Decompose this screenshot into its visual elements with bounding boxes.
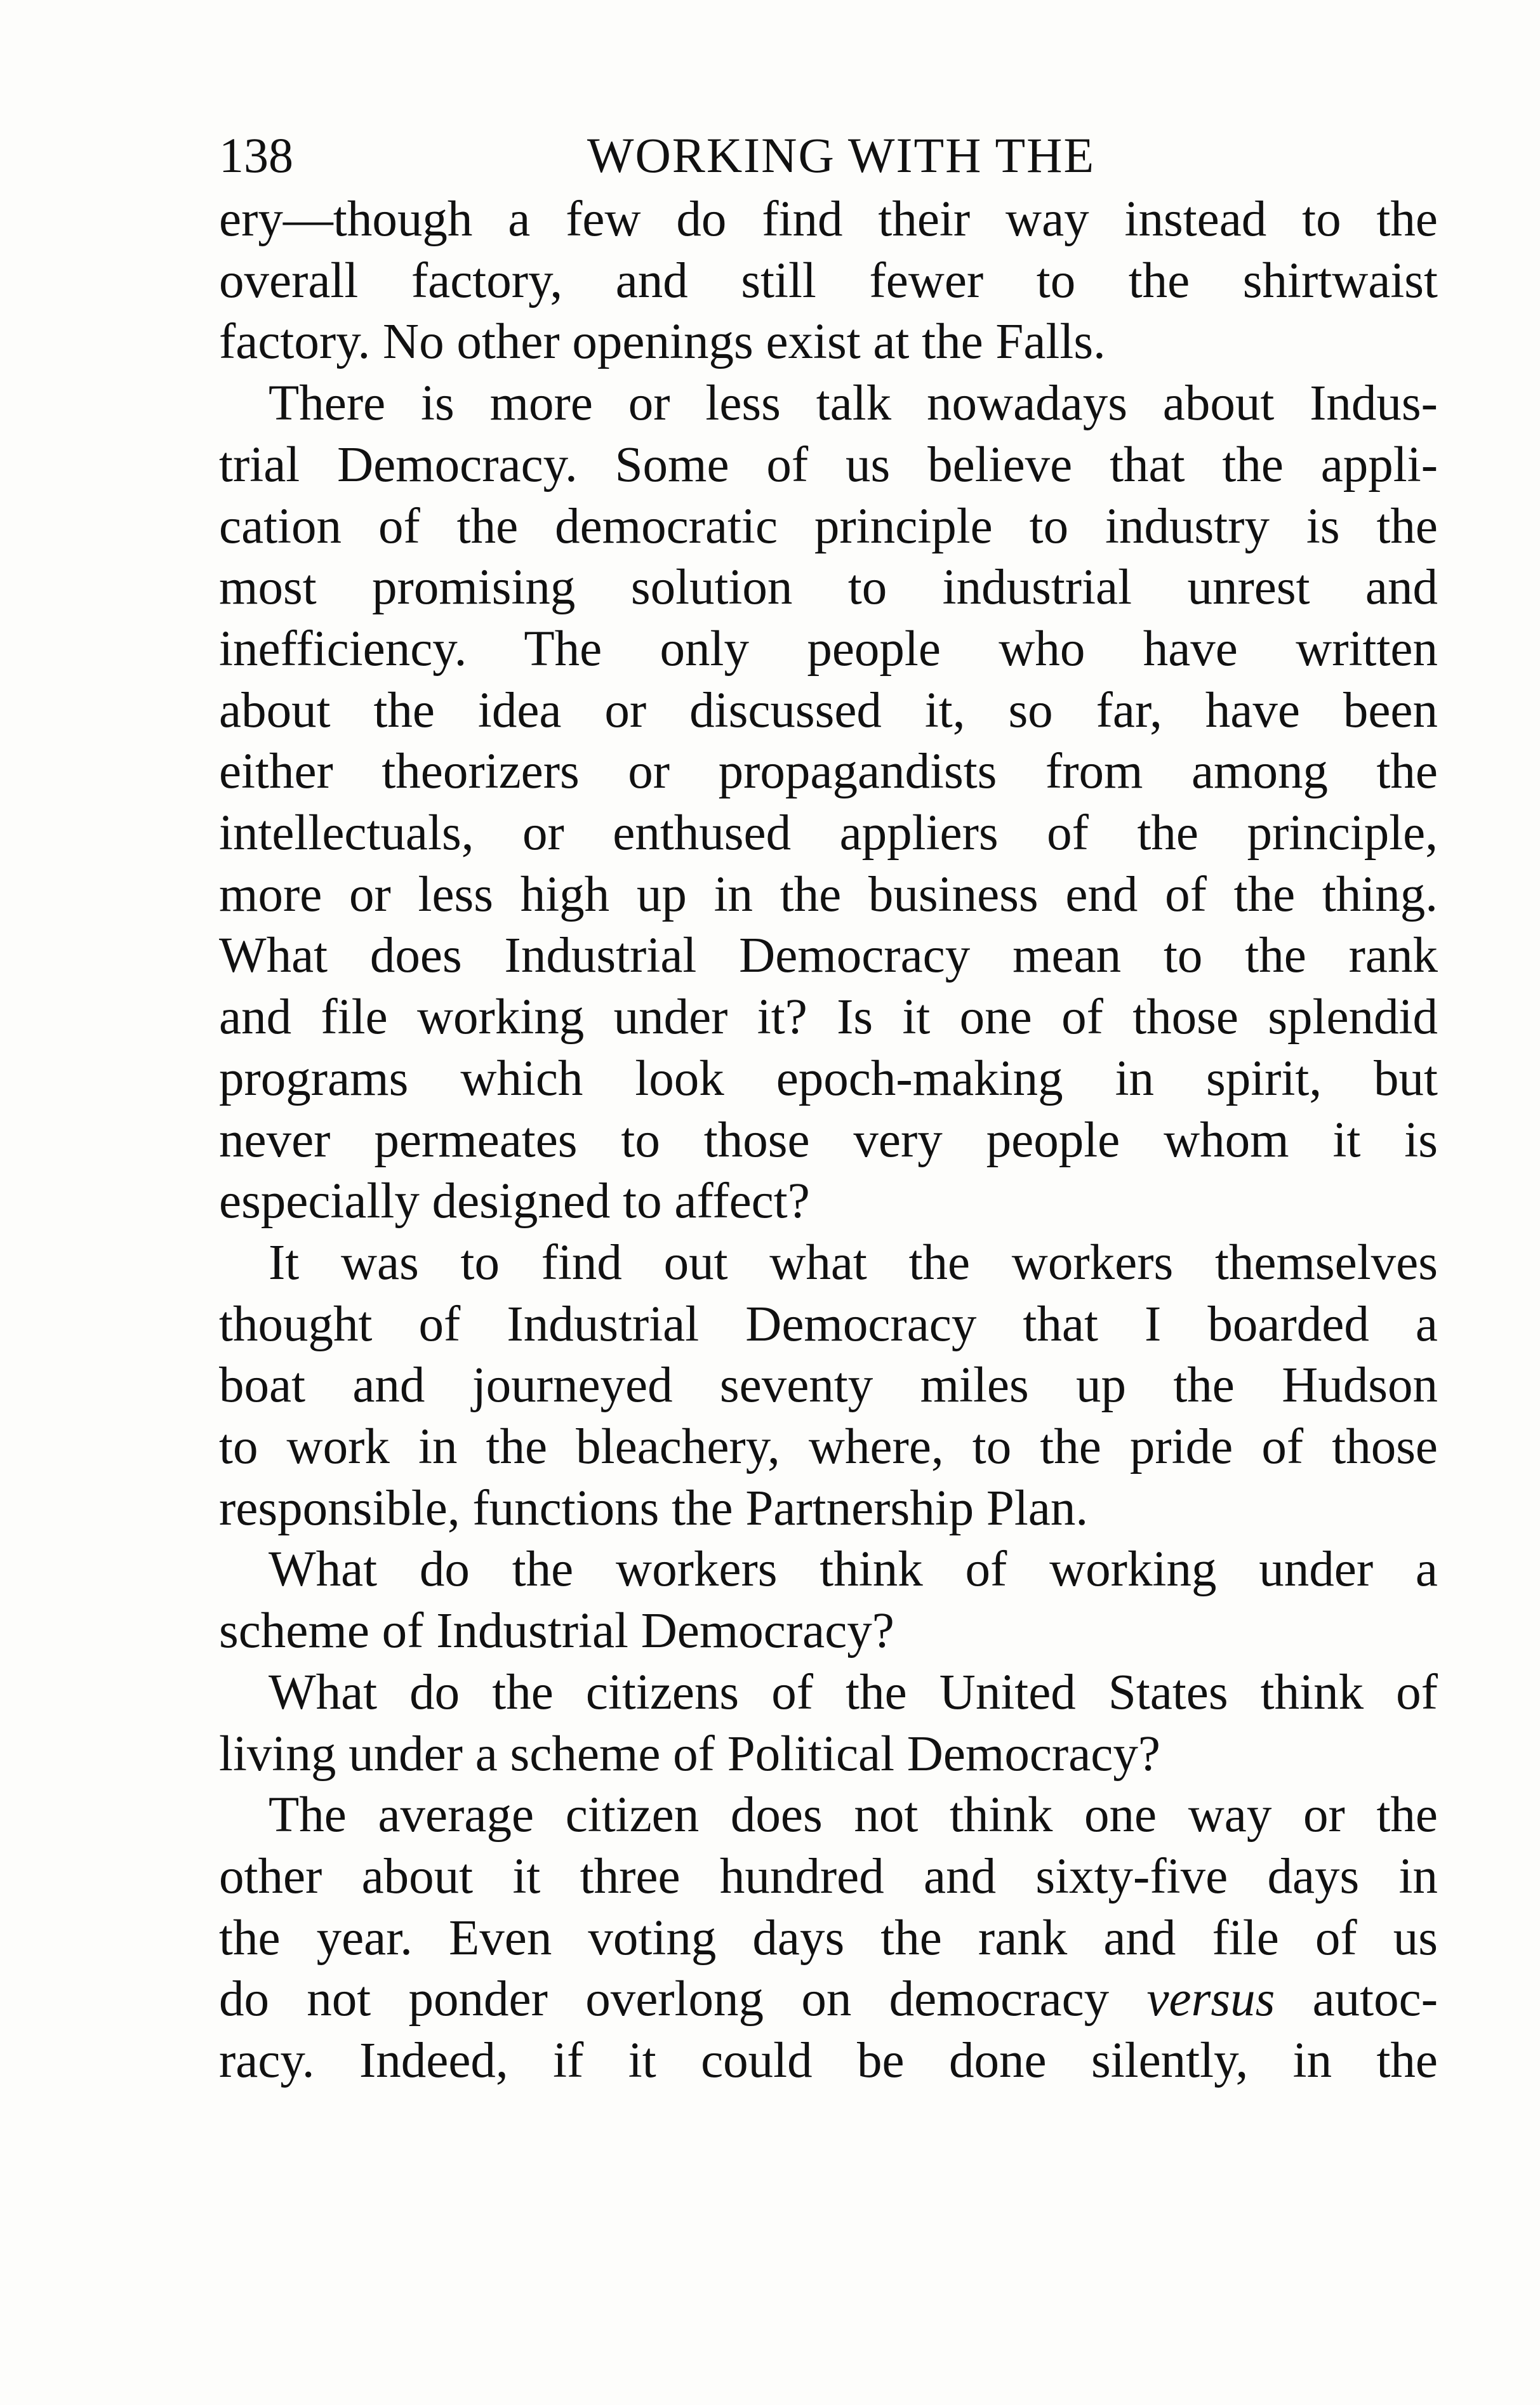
- text-line: other about it three hundred and sixty-five days in: [219, 1848, 1438, 1904]
- text-line: There is more or less talk nowadays about Indus-: [269, 376, 1438, 432]
- text-line: The average citizen does not think one way or the: [269, 1787, 1438, 1843]
- text-line: trial Democracy. Some of us believe that the appli-: [219, 437, 1438, 493]
- text-line: What do the workers think of working under a: [269, 1542, 1438, 1598]
- text-line: to work in the bleachery, where, to the pride of those: [219, 1419, 1438, 1475]
- italic-word: versus: [1146, 1971, 1275, 2027]
- text-line: overall factory, and still fewer to the shirtwaist: [219, 253, 1438, 308]
- page-number: 138: [219, 128, 293, 183]
- text-line: racy. Indeed, if it could be done silently, in the: [219, 2033, 1438, 2089]
- text-line: inefficiency. The only people who have written: [219, 621, 1438, 677]
- text-line: programs which look epoch-making in spirit, but: [219, 1050, 1438, 1106]
- text-line: most promising solution to industrial unrest and: [219, 560, 1438, 616]
- text-line: do not ponder overlong on democracy versus autoc-: [219, 1971, 1438, 2027]
- text-line: the year. Even voting days the rank and file of us: [219, 1910, 1438, 1966]
- text-line: especially designed to affect?: [219, 1174, 810, 1229]
- text-line: responsible, functions the Partnership Plan.: [219, 1480, 1089, 1536]
- text-line: living under a scheme of Political Democracy?: [219, 1726, 1160, 1782]
- text-line: either theorizers or propagandists from among the: [219, 744, 1438, 800]
- running-head: WORKING WITH THE: [587, 128, 1096, 183]
- text-line: factory. No other openings exist at the Falls.: [219, 314, 1106, 370]
- text-line: thought of Industrial Democracy that I boarded a: [219, 1296, 1438, 1352]
- text-line: scheme of Industrial Democracy?: [219, 1603, 894, 1659]
- text-line: intellectuals, or enthused appliers of the principle,: [219, 805, 1438, 861]
- text-line: What does Industrial Democracy mean to the rank: [219, 928, 1438, 984]
- text-line: more or less high up in the business end of the thing.: [219, 866, 1438, 922]
- text-line: It was to find out what the workers themselves: [269, 1235, 1438, 1290]
- text-line: about the idea or discussed it, so far, have been: [219, 682, 1438, 738]
- book-page: [219, 127, 1438, 2092]
- text-line: boat and journeyed seventy miles up the Hudson: [219, 1358, 1438, 1414]
- text-line: cation of the democratic principle to industry is the: [219, 498, 1438, 554]
- page-header: [219, 127, 1438, 184]
- text-line: and file working under it? Is it one of those splendid: [219, 990, 1438, 1045]
- text-line: ery—though a few do find their way instead to the: [219, 192, 1438, 247]
- text-line: What do the citizens of the United States think of: [269, 1664, 1438, 1720]
- body-text: [219, 189, 1438, 2092]
- text-line: never permeates to those very people whom it is: [219, 1112, 1438, 1168]
